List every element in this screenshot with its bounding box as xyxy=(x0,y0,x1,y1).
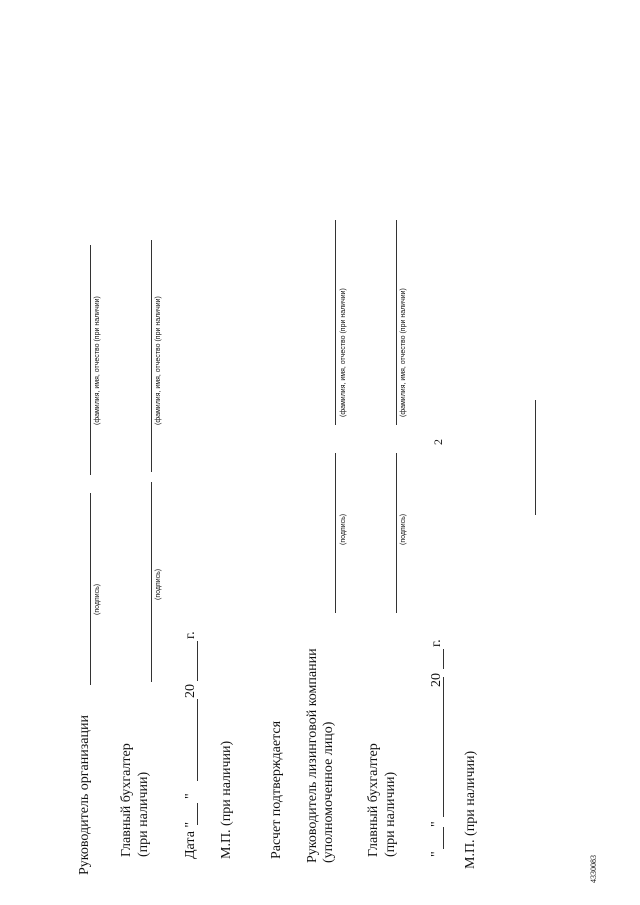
separator-line xyxy=(535,400,536,515)
date-close-quote: " xyxy=(183,793,198,799)
leasing-accountant-signature-line xyxy=(396,453,397,613)
date2-month-line xyxy=(443,677,444,817)
date-label: Дата " xyxy=(183,821,198,859)
head-signature-caption: (подпись) xyxy=(94,583,101,615)
leasing-accountant-signature-caption: (подпись) xyxy=(400,513,407,545)
date2-year-suffix: г. xyxy=(429,639,444,647)
date2-open-quote: " xyxy=(429,851,444,857)
leasing-head-name-caption: (фамилия, имя, отчество (при наличии) xyxy=(340,288,347,417)
leasing-accountant-label: Главный бухгалтер xyxy=(366,743,381,857)
date-day-line xyxy=(197,803,198,825)
date2-day-line xyxy=(443,827,444,849)
chief-accountant-signature-line xyxy=(151,482,152,682)
date-year-line xyxy=(197,641,198,681)
doc-code: 4330083 xyxy=(589,855,598,883)
date2-year-line xyxy=(443,649,444,669)
leasing-head-signature-caption: (подпись) xyxy=(340,513,347,545)
leasing-accountant-name-line xyxy=(396,220,397,425)
date-year-prefix: 20 xyxy=(183,684,198,698)
head-signature-line xyxy=(90,493,91,685)
date2-year-prefix: 20 xyxy=(429,673,444,687)
head-name-line xyxy=(90,245,91,475)
seal-mark-2: М.П. (при наличии) xyxy=(463,750,478,869)
leasing-head-sublabel: (уполномоченное лицо) xyxy=(321,721,336,863)
head-name-caption: (фамилия, имя, отчество (при наличии) xyxy=(94,296,101,425)
leasing-head-label: Руководитель лизинговой компании xyxy=(305,648,320,863)
date2-close-quote: " xyxy=(429,821,444,827)
page-number: 2 xyxy=(431,439,445,445)
confirmation-title: Расчет подтверждается xyxy=(269,720,284,859)
date-year-suffix: г. xyxy=(183,631,198,639)
head-title: Руководитель организации xyxy=(77,715,92,875)
leasing-head-signature-line xyxy=(335,453,336,613)
seal-mark: М.П. (при наличии) xyxy=(219,740,234,859)
leasing-head-name-line xyxy=(335,220,336,425)
chief-accountant-name-line xyxy=(151,240,152,472)
chief-accountant-sublabel: (при наличии) xyxy=(136,771,151,857)
chief-accountant-label: Главный бухгалтер xyxy=(119,743,134,857)
leasing-accountant-name-caption: (фамилия, имя, отчество (при наличии) xyxy=(400,288,407,417)
chief-accountant-name-caption: (фамилия, имя, отчество (при наличии) xyxy=(155,296,162,425)
date-month-line xyxy=(197,699,198,781)
chief-accountant-signature-caption: (подпись) xyxy=(155,568,162,600)
leasing-accountant-sublabel: (при наличии) xyxy=(383,771,398,857)
